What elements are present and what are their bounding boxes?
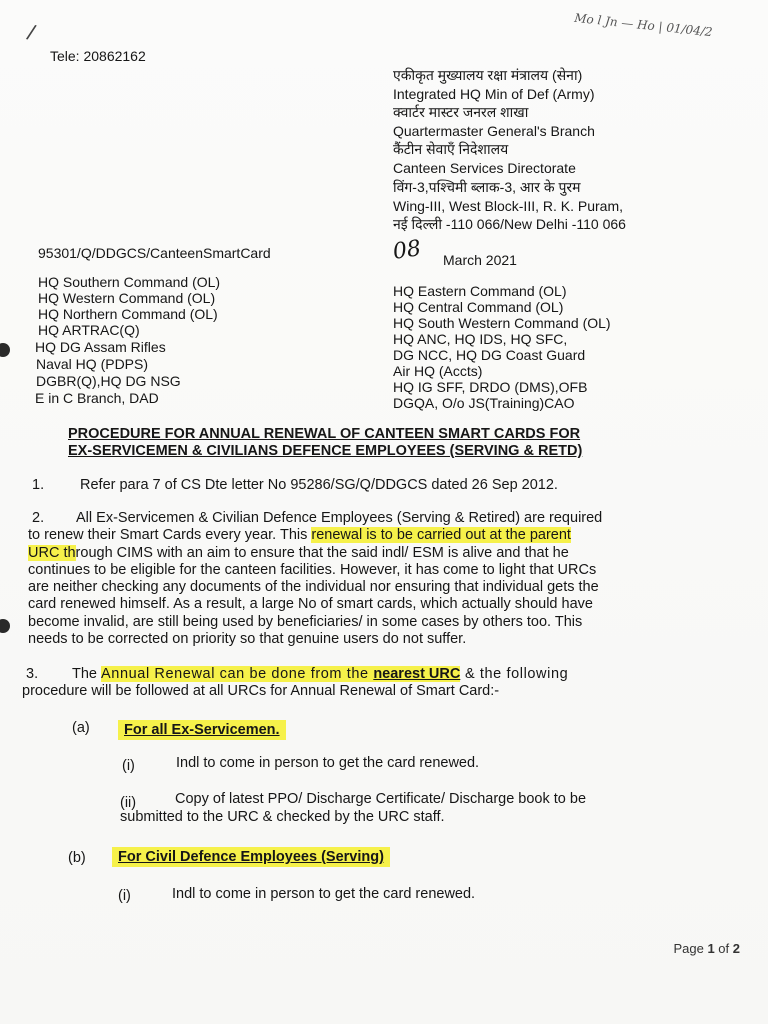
current-page: 1 xyxy=(707,941,715,956)
addressee: Naval HQ (PDPS) xyxy=(36,356,149,372)
highlighted-text: renewal is to be carried out at the parent xyxy=(311,527,571,544)
subject-line-2: EX-SERVICEMEN & CIVILIANS DEFENCE EMPLOYEES (SERVING & RETD) xyxy=(68,443,583,459)
subject-line-1: PROCEDURE FOR ANNUAL RENEWAL OF CANTEEN SMART CARDS FOR xyxy=(68,426,581,442)
sub-a-ii-text-1: Copy of latest PPO/ Discharge Certificate/ Discharge book to be xyxy=(175,791,587,807)
total-pages: 2 xyxy=(732,941,740,956)
addressee: HQ Southern Command (OL) xyxy=(38,274,221,290)
letter-date: March 2021 xyxy=(443,252,517,268)
of-word: of xyxy=(718,941,730,956)
letterhead-line: नई दिल्ली -110 066/New Delhi -110 066 xyxy=(393,216,626,232)
hole-punch-mark xyxy=(0,343,10,357)
highlighted-text: nearest URC xyxy=(373,666,461,682)
para-2-line: continues to be eligible for the canteen facilities. However, it has come to light that URCs xyxy=(28,561,597,578)
sub-b-i-text: Indl to come in person to get the card renewed. xyxy=(172,886,476,902)
para-2-number: 2. xyxy=(32,510,45,526)
sub-a-i-label: (i) xyxy=(122,758,135,774)
addressee: HQ ARTRAC(Q) xyxy=(38,322,140,338)
addressee: HQ DG Assam Rifles xyxy=(35,339,166,355)
para-2-line: card renewed himself. As a result, a large No of smart cards, which actually should have xyxy=(28,596,593,613)
addressee: E in C Branch, DAD xyxy=(35,390,159,406)
para-1-number: 1. xyxy=(32,477,45,493)
para-2-line xyxy=(28,545,722,562)
sub-b-label: (b) xyxy=(68,850,86,866)
addressee: HQ South Western Command (OL) xyxy=(393,315,611,331)
letterhead-line: Canteen Services Directorate xyxy=(393,160,576,176)
para-2-body xyxy=(28,510,722,648)
page-word: Page xyxy=(673,941,704,956)
page-number xyxy=(673,941,740,956)
para-2-line: are neither checking any documents of the individual nor ensuring that individual gets the xyxy=(28,579,599,596)
addressee: DGQA, O/o JS(Training)CAO xyxy=(393,395,575,411)
addressee: Air HQ (Accts) xyxy=(393,363,483,379)
highlighted-text: URC th xyxy=(28,544,76,561)
handwritten-note: Mo l Jn — Ho | 01/04/2 xyxy=(573,10,714,40)
addressee: HQ IG SFF, DRDO (DMS),OFB xyxy=(393,379,588,395)
letterhead-line: Quartermaster General's Branch xyxy=(393,123,595,139)
highlighted-text: Annual Renewal can be done from the xyxy=(101,666,374,682)
addressee: HQ ANC, HQ IDS, HQ SFC, xyxy=(393,331,568,347)
sub-a-label: (a) xyxy=(72,720,90,736)
letterhead-line: Integrated HQ Min of Def (Army) xyxy=(393,86,595,102)
para-2-text: to renew their Smart Cards every year. This xyxy=(28,527,312,544)
addressee: HQ Northern Command (OL) xyxy=(38,306,218,322)
sub-a-ii-label: (ii) xyxy=(120,795,137,811)
reference-number: 95301/Q/DDGCS/CanteenSmartCard xyxy=(38,245,271,261)
para-2-line: needs to be corrected on priority so that genuine users do not suffer. xyxy=(28,631,467,648)
sub-a-heading: For all Ex-Servicemen. xyxy=(118,720,286,740)
letterhead-line: एकीकृत मुख्यालय रक्षा मंत्रालय (सेना) xyxy=(393,67,583,83)
letterhead-line: Wing-III, West Block-III, R. K. Puram, xyxy=(393,198,624,214)
addressee: HQ Central Command (OL) xyxy=(393,299,564,315)
sub-b-heading: For Civil Defence Employees (Serving) xyxy=(112,847,390,867)
para-1-text: Refer para 7 of CS Dte letter No 95286/SG/Q/DDGCS dated 26 Sep 2012. xyxy=(80,477,558,493)
addressee: DG NCC, HQ DG Coast Guard xyxy=(393,347,586,363)
para-2-line: All Ex-Servicemen & Civilian Defence Employees (Serving & Retired) are required xyxy=(76,510,603,526)
para-3-line-2: procedure will be followed at all URCs for Annual Renewal of Smart Card:- xyxy=(22,683,500,699)
para-3-text: & the following xyxy=(460,666,569,682)
para-2-line: become invalid, are still being used by beneficiaries/ in some cases by others too. This xyxy=(28,613,583,630)
sub-b-i-label: (i) xyxy=(118,888,131,904)
para-3-line-1 xyxy=(72,666,568,683)
para-2-text: rough CIMS with an aim to ensure that the said indl/ ESM is alive and that he xyxy=(75,544,569,561)
para-3-number: 3. xyxy=(26,666,39,682)
addressee: DGBR(Q),HQ DG NSG xyxy=(36,373,181,389)
letterhead-line: विंग-3,पश्चिमी ब्लाक-3, आर के पुरम xyxy=(393,179,581,195)
addressee: HQ Western Command (OL) xyxy=(38,290,216,306)
addressee: HQ Eastern Command (OL) xyxy=(393,283,567,299)
para-2-line xyxy=(28,527,722,544)
letterhead-line: क्वार्टर मास्टर जनरल शाखा xyxy=(393,104,529,120)
handwritten-date-day: 08 xyxy=(391,236,423,265)
letterhead-line: कैंटीन सेवाएँ निदेशालय xyxy=(393,141,509,157)
para-3-text: The xyxy=(72,666,102,682)
margin-tick-mark: / xyxy=(24,19,38,46)
sub-a-i-text: Indl to come in person to get the card renewed. xyxy=(176,755,480,771)
hole-punch-mark xyxy=(0,619,10,633)
telephone-number: Tele: 20862162 xyxy=(50,48,146,64)
sub-a-ii-text-2: submitted to the URC & checked by the URC staff. xyxy=(120,809,445,825)
